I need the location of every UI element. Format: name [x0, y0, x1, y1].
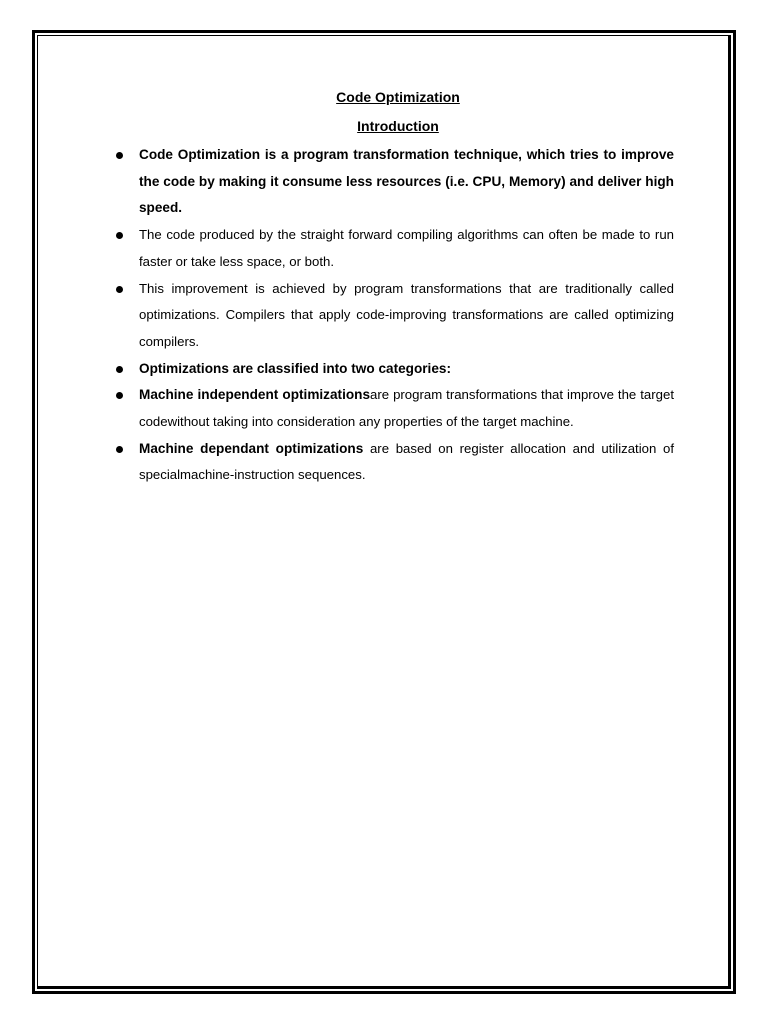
bullet-bold-text: Machine dependant optimizations: [139, 440, 364, 456]
bullet-text: are based on register allocation and utilization of specialmachine-instruction sequences.: [139, 440, 674, 483]
bullet-bold-text: Optimizations are classified into two categories:: [139, 360, 451, 376]
bullet-bold-text: Machine independent optimizations: [139, 387, 371, 403]
bullet-icon: [116, 392, 123, 399]
bullet-icon: [116, 232, 123, 239]
bullet-icon: [116, 152, 123, 159]
document-title: Code Optimization: [336, 89, 460, 105]
list-item: [110, 356, 674, 383]
list-item: [110, 142, 674, 222]
bullet-icon: [116, 286, 123, 293]
bullet-bold-text: Code Optimization is a program transformation technique, which tries to improve the code by making it consume less resources (i.e. CPU, Memory) and deliver high speed.: [139, 147, 674, 216]
bullet-text: This improvement is achieved by program transformations that are traditionally called optimizations. Compilers that apply code-improving transformations are called optimizing compilers.: [139, 280, 674, 349]
bullet-text: are program transformations that improve the target codewithout taking into consideration any properties of the target machine.: [139, 387, 674, 430]
bullet-icon: [116, 366, 123, 373]
list-item: [110, 436, 674, 489]
list-item: [110, 382, 674, 435]
bullet-list: [110, 142, 674, 489]
list-item: [110, 222, 674, 275]
bullet-text: The code produced by the straight forward compiling algorithms can often be made to run faster or take less space, or both.: [139, 227, 674, 269]
list-item: [110, 276, 674, 356]
bullet-icon: [116, 446, 123, 453]
document-subtitle: Introduction: [357, 118, 439, 134]
document-body: [110, 84, 674, 489]
